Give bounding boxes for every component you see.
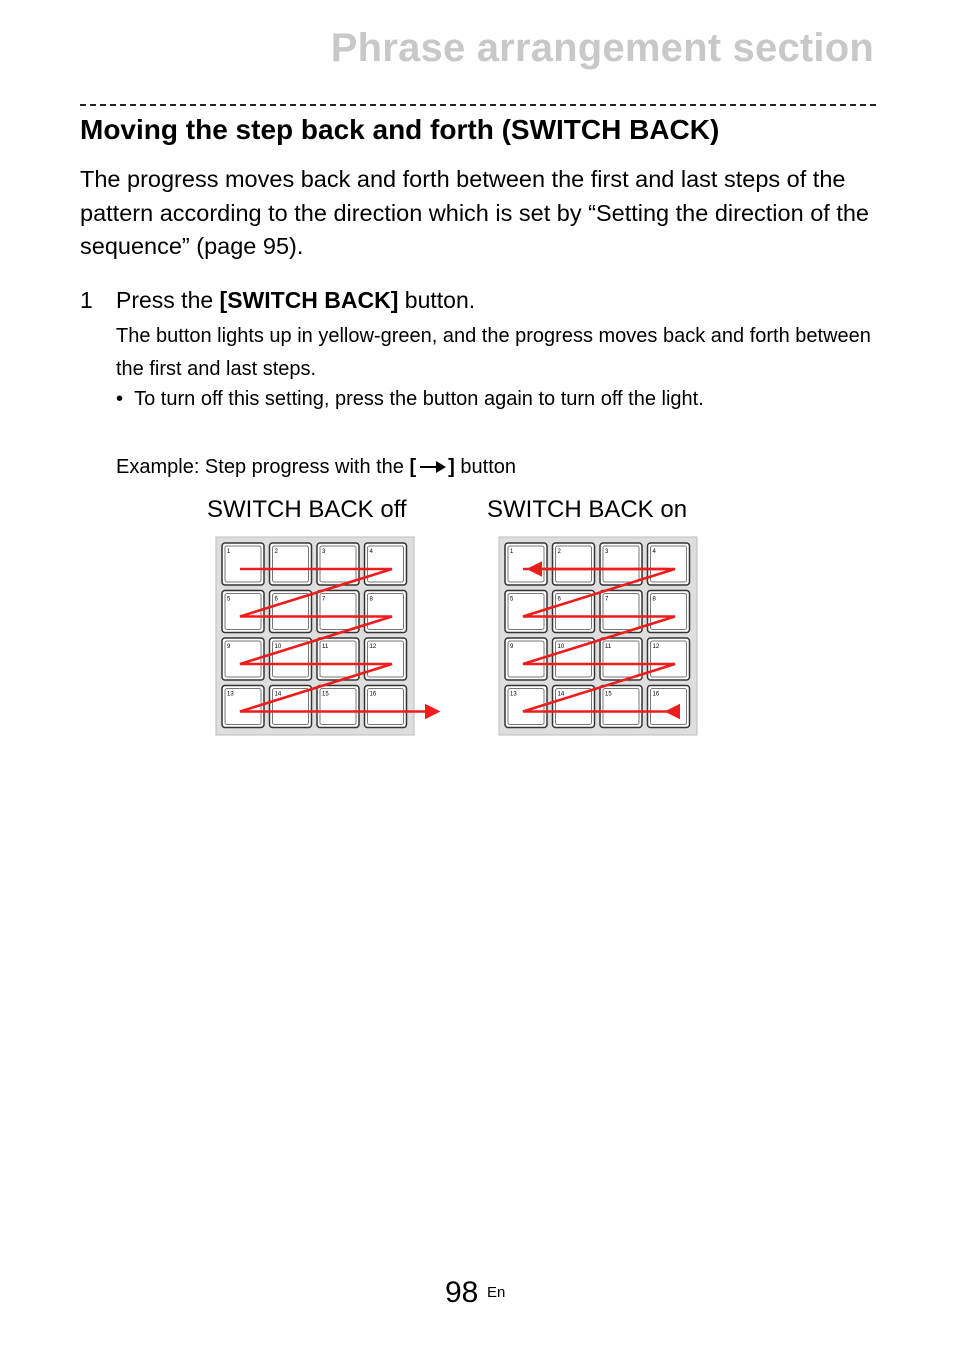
pad-label: 13: [227, 691, 234, 698]
bullet-text: To turn off this setting, press the button again to turn off the light.: [134, 388, 704, 410]
step-instruction: [116, 287, 475, 314]
pad-label: 12: [652, 644, 660, 650]
pad-label: 4: [369, 549, 373, 555]
intro-paragraph: The progress moves back and forth between the first and last steps of the pattern according to the direction which is set by “Setting the direction of the sequence” (page 95).: [80, 166, 869, 259]
step-number: 1: [80, 287, 93, 313]
pad-label: 1: [510, 549, 514, 555]
pad-label: 2: [274, 549, 278, 555]
diagram-label-on: SWITCH BACK on: [487, 496, 688, 523]
switch-back-button-name: [SWITCH BACK]: [219, 287, 399, 313]
pad-label: 7: [322, 596, 326, 603]
pad-label: 16: [369, 691, 377, 698]
pad-label: 6: [557, 596, 561, 603]
pad-label: 2: [557, 549, 561, 555]
pad-label: 15: [605, 691, 612, 698]
example-text: Example: Step progress with the: [116, 456, 410, 478]
pad-grid: [216, 537, 414, 735]
page-number: 98: [445, 1276, 479, 1309]
switch-back-off-diagram: [214, 536, 454, 738]
example-suffix: button: [454, 456, 516, 478]
example-open-bracket: [: [409, 456, 417, 478]
pad-label: 7: [605, 596, 609, 603]
pad-label: 11: [605, 644, 612, 650]
pad-label: 8: [369, 596, 373, 603]
pad-label: 12: [369, 644, 377, 650]
pad-label: 15: [322, 691, 329, 698]
pad-label: 3: [605, 549, 609, 555]
pad-label: 10: [274, 644, 282, 650]
example-close-bracket: ]: [448, 456, 455, 478]
dashed-divider: [80, 104, 876, 106]
section-title: Moving the step back and forth (SWITCH BACK): [80, 114, 720, 145]
pad-label: 10: [557, 644, 565, 650]
pad-label: 14: [557, 691, 565, 698]
diagram-label-off: SWITCH BACK off: [207, 496, 407, 523]
step-post: button.: [398, 287, 476, 313]
pad-label: 13: [510, 691, 517, 698]
bullet-note: [116, 388, 704, 411]
pad-label: 4: [652, 549, 656, 555]
example-caption: [116, 456, 516, 482]
pad-label: 16: [652, 691, 660, 698]
pad-label: 14: [274, 691, 282, 698]
pad-label: 6: [274, 596, 278, 603]
pad-label: 3: [322, 549, 326, 555]
pad-label: 8: [652, 596, 656, 603]
page-header-section-title: Phrase arrangement section: [330, 26, 874, 70]
pad-label: 1: [227, 549, 231, 555]
pad-label: 9: [510, 644, 514, 650]
step-description: The button lights up in yellow-green, and the progress moves back and forth between the first and last steps.: [116, 325, 871, 380]
right-arrow-icon: [416, 458, 448, 482]
language-code: En: [487, 1284, 506, 1301]
pad-label: 9: [227, 644, 231, 650]
pad-label: 11: [322, 644, 329, 650]
pad-grid: [499, 537, 697, 735]
step-pre: Press the: [116, 287, 220, 313]
switch-back-on-diagram: [497, 536, 737, 738]
pad-label: 5: [510, 596, 514, 603]
bullet-icon: •: [116, 388, 135, 410]
pad-label: 5: [227, 596, 231, 603]
